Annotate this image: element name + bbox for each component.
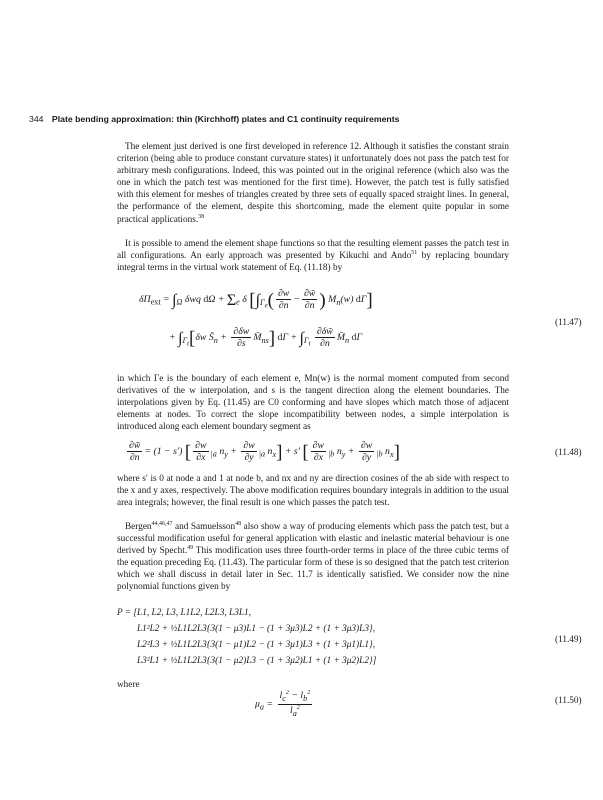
eq-11-49-line-2: L1²L2 + ½L1L2L3{3(1 − μ3)L1 − (1 + 3μ3)L2 + (1 + 3μ3)L3}, bbox=[137, 624, 376, 634]
paragraph-5-text-b: and Samuelsson bbox=[172, 522, 236, 532]
paragraph-2-text-b: by replacing boundary integral terms in the virtual work statement of Eq. (11.18) by bbox=[117, 251, 509, 274]
citation-38: 38 bbox=[198, 213, 205, 220]
paragraph-3: in which Γe is the boundary of each element e, Mn(w) is the normal moment computed from second derivatives of the w interpolation, and s is the tangent direction along the element boundaries. The interpolations given by Eq. (11.45) are C0 conforming and have slopes which match those of adjacent elements at nodes. To correct the slope incompatibility between nodes, a simple interpolation is introduced along each element boundary segment as bbox=[117, 374, 509, 433]
eq-11-49-line-3: L2²L3 + ½L1L2L3{3(1 − μ1)L2 − (1 + 3μ1)L3 + (1 + 3μ1)L1}, bbox=[137, 640, 376, 650]
paragraph-1-text: The element just derived is one first developed in reference 12. Although it satisfies the constant strain criterion (being able to produce constant curvature states) it unfortunately does not pass the patch test for arbitrary mesh configurations. Indeed, this was pointed out in the original reference (which also was the one in which the patch test was mentioned for the first time). However, the patch test is fully satisfied with this element for meshes of triangles created by three sets of equally spaced straight lines. In general, the performance of the element, despite this shortcoming, made the element quite popular in some practical applications. bbox=[117, 142, 509, 225]
citation-48: 48 bbox=[235, 521, 242, 527]
paragraph-2-text-a: It is possible to amend the element shape functions so that the resulting element passes the patch test in all configurations. An early approach was presented by Kikuchi and Ando bbox=[117, 239, 509, 262]
citation-49: 49 bbox=[187, 545, 194, 552]
paragraph-4: where s′ is 0 at node a and 1 at node b, and nx and ny are direction cosines of the ab side with respect to the x and y axes, respectively. The above modification requires boundary integrals in addition to the usual area integrals; however, the final result is one which passes the patch test. bbox=[117, 474, 509, 509]
eq-11-48-number: (11.48) bbox=[555, 448, 582, 458]
paragraph-2 bbox=[117, 238, 509, 274]
eq-11-48-line: $\frac{\partial w̃}{\partial n}$ = (1 − s′) [ $\frac{\partial w}{\partial x}$ $_{|a}$ $n_y$ + $\frac{\partial w}{\partial y}$ $_{|a}$ $n_x] + s'$ [ $\frac{\partial w}{\partial x}$ $_{|b}$ $n_y$ + $\frac{\partial w}{\partial y}$ $_{|b}$ $n_x$] bbox=[129, 440, 400, 463]
eq-11-47-number: (11.47) bbox=[555, 318, 582, 328]
where-label: where bbox=[117, 680, 140, 690]
running-header bbox=[29, 114, 569, 124]
eq-11-49-line-4: L3²L1 + ½L1L2L3{3(1 − μ2)L3 − (1 + 3μ2)L1 + (1 + 3μ2)L2}] bbox=[137, 656, 377, 666]
eq-11-50-line: $\mu_a$ = $\frac{l_c^2 - l_b^2}{l_a^2}$ bbox=[255, 690, 311, 718]
citation-44-46-47: 44,46,47 bbox=[151, 521, 173, 527]
running-title: Plate bending approximation: thin (Kirchhoff) plates and C1 continuity requirements bbox=[51, 114, 400, 124]
eq-11-50-number: (11.50) bbox=[555, 696, 582, 706]
citation-51: 51 bbox=[411, 250, 418, 257]
eq-11-47-line-2: + $\int_{\Gamma_t}[\delta w$ $S̄_n$ + $\frac{\partial\delta w}{\partial s}$ $M̄_{ns}$] $d\Gamma + \int_{\Gamma_t}$ $\frac{\partial\delta w̃}{\partial n}$ $M̄_n$ dΓ bbox=[169, 326, 363, 349]
paragraph-5-text-c: also show a way of producing elements which pass the patch test, but a successful modification useful for general application with elastic and inelastic material behaviour is one derived by Specht. bbox=[117, 522, 509, 557]
eq-11-49-number: (11.49) bbox=[555, 635, 582, 645]
paragraph-5 bbox=[117, 521, 509, 594]
page-number: 344 bbox=[29, 114, 44, 124]
eq-11-49-line-1: P = [L1, L2, L3, L1L2, L2L3, L3L1, bbox=[117, 608, 251, 618]
eq-11-47-line-1: $\delta\Pi_{ext} = \int_\Omega$ δwq $d\Omega + \Sigma_e$ δ [$\int_{\Gamma_e}$( $\frac{\partial w}{\partial n}$ − $\frac{\partial w̃}{\partial n}$ ) $M_n(w)$ dΓ] bbox=[139, 288, 373, 311]
paragraph-1 bbox=[117, 141, 509, 226]
paragraph-5-text-d: This modification uses three fourth-order terms in place of the three cubic terms of the equation preceding Eq. (11.43). The particular form of these is so designed that the patch test criterion which we shall discuss in detail later in Sec. 11.7 is identically satisfied. We consider now the nine polynomial functions given by bbox=[117, 546, 509, 593]
paragraph-5-text-a: Bergen bbox=[125, 522, 152, 532]
